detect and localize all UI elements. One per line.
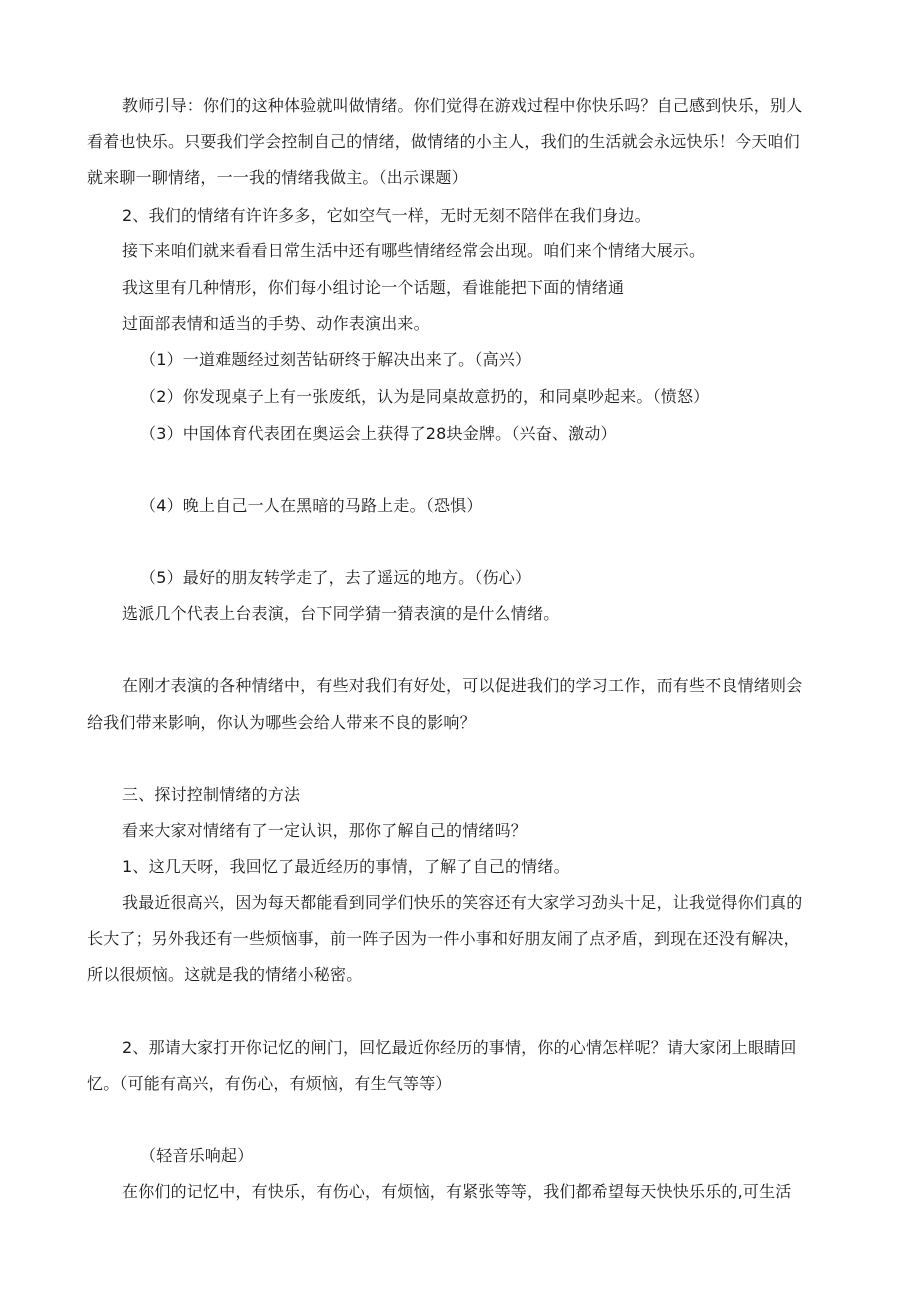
section-heading: 三、探讨控制情绪的方法 (122, 785, 301, 804)
text-line: 2、我们的情绪有许许多多，它如空气一样，无时无刻不陪伴在我们身边。 (122, 206, 651, 225)
text-line: 教师引导：你们的这种体验就叫做情绪。你们觉得在游戏过程中你快乐吗？自己感到快乐，别人 (122, 96, 803, 115)
text-line: （轻音乐响起） (140, 1146, 254, 1165)
text-line: 过面部表情和适当的手势、动作表演出来。 (122, 314, 430, 333)
text-line: （4）晚上自己一人在黑暗的马路上走。（恐惧） (140, 496, 483, 515)
text-line: 忆。（可能有高兴，有伤心，有烦恼，有生气等等） (87, 1074, 452, 1093)
text-line: 看着也快乐。只要我们学会控制自己的情绪，做情绪的小主人，我们的生活就会永远快乐！今天咱们 (87, 132, 800, 151)
text-line: 我最近很高兴，因为每天都能看到同学们快乐的笑容还有大家学习劲头十足，让我觉得你们真的 (122, 893, 803, 912)
text-line: （5）最好的朋友转学走了，去了遥远的地方。（伤心） (140, 568, 532, 587)
text-line: （3）中国体育代表团在奥运会上获得了28块金牌。（兴奋、激动） (140, 424, 617, 443)
text-line: 看来大家对情绪有了一定认识，那你了解自己的情绪吗？ (122, 821, 528, 840)
text-line: （2）你发现桌子上有一张废纸，认为是同桌故意扔的，和同桌吵起来。（愤怒） (140, 387, 710, 406)
text-line: （1）一道难题经过刻苦钻研终于解决出来了。（高兴） (140, 350, 532, 369)
text-line: 1、这几天呀，我回忆了最近经历的事情，了解了自己的情绪。 (122, 857, 570, 876)
text-line: 2、那请大家打开你记忆的闸门，回忆最近你经历的事情，你的心情怎样呢？请大家闭上眼睛回 (122, 1038, 797, 1057)
text-line: 选派几个代表上台表演，台下同学猜一猜表演的是什么情绪。 (122, 604, 560, 623)
text-line: 我这里有几种情形，你们每小组讨论一个话题，看谁能把下面的情绪通 (122, 278, 625, 297)
text-line: 就来聊一聊情绪，一一我的情绪我做主。（出示课题） (87, 168, 468, 187)
text-line: 所以很烦恼。这就是我的情绪小秘密。 (87, 965, 363, 984)
text-line: 给我们带来影响，你认为哪些会给人带来不良的影响？ (87, 713, 476, 732)
text-line: 接下来咱们就来看看日常生活中还有哪些情绪经常会出现。咱们来个情绪大展示。 (122, 241, 706, 260)
text-line: 在你们的记忆中，有快乐，有伤心，有烦恼，有紧张等等，我们都希望每天快快乐乐的,可生活 (122, 1182, 792, 1201)
text-line: 长大了；另外我还有一些烦恼事，前一阵子因为一件小事和好朋友闹了点矛盾，到现在还没有解决， (87, 929, 800, 948)
text-line: 在刚才表演的各种情绪中，有些对我们有好处，可以促进我们的学习工作，而有些不良情绪则会 (122, 676, 803, 695)
